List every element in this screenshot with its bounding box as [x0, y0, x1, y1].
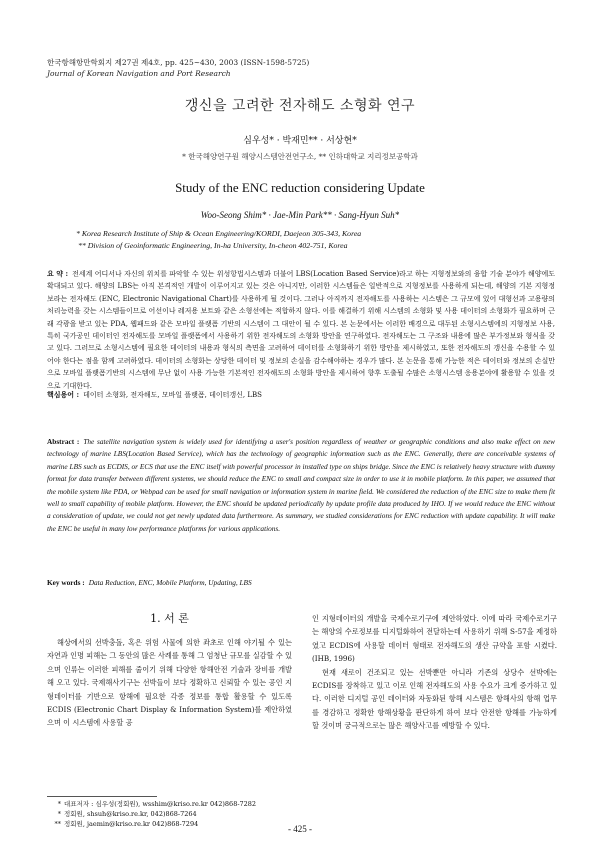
authors-korean: 심우성* · 박재민** · 서상현* [243, 136, 357, 146]
abstract-korean-label: 요 약 : [47, 269, 69, 278]
body-paragraph: 인 지형데이터의 개발을 국제수로기구에 제안하였다. 이에 따라 국제수로기구는 해양의 수로정보를 디지털화하여 전달하는데 사용하기 위해 S-57을 제정하였고 ECDIS에 사용할 데이터 형태로 전자해도의 생산 규약을 포함 시켰다.(IHB, 1996) [312, 614, 557, 664]
footnote-author: 정회원, [64, 820, 85, 829]
footnote-mark: * [57, 800, 61, 808]
footnote-mark: * [57, 810, 61, 819]
affiliation-english-1: * Korea Research Institute of Ship & Ocean Engineering/KORDI, Daejeon 305-343, Korea [76, 229, 362, 238]
footnote-phone: 042)868-7282 [209, 800, 257, 808]
footnote-email: jaemin@kriso.re.kr [86, 820, 151, 829]
journal-name: Journal of Korean Navigation and Port Research [47, 69, 231, 78]
footnote-email: wsshim@kriso.re.kr [142, 800, 208, 808]
paper-title-korean: 갱신을 고려한 전자해도 소형화 연구 [184, 98, 416, 114]
keywords-korean-text: 데이터 소형화, 전자해도, 모바일 플랫폼, 데이터갱신, LBS [83, 391, 262, 399]
keywords-english-label: Key words : [47, 578, 85, 587]
footnote-author: 대표저자 : 심우성(정회원), [64, 800, 141, 808]
keywords-english-text: Data Reduction, ENC, Mobile Platform, Updating, LBS [88, 578, 252, 587]
footnote-phone: 042)868-7264 [150, 810, 197, 819]
abstract-korean [47, 268, 555, 392]
footnote [47, 809, 256, 819]
paper-title-english: Study of the ENC reduction considering Update [175, 180, 425, 195]
affiliation-korean: * 한국해양연구원 해양시스템안전연구소, ** 인하대학교 지리정보공학과 [182, 152, 418, 161]
authors-english: Woo-Seong Shim* · Jae-Min Park** · Sang-Hyun Suh* [200, 210, 400, 220]
keywords-english [47, 578, 252, 587]
keywords-korean-label: 핵심용어 : [47, 390, 80, 399]
footnote-divider [47, 796, 157, 797]
page-number: - 425 - [288, 824, 312, 834]
abstract-korean-text: 전세계 어디서나 자신의 위치를 파악할 수 있는 위성항법시스템과 더불어 LBS(Location Based Service)라고 하는 지형정보와의 융합 기술 분야가 해양에도 확대되고 있다. 해양의 LBS는 아직 본격적인 개발이 이루어지고 있는 것은 아니지만, 이러한 시스템들은 일반적으로 지형정보를 사용하게 되는데, 해양의 기본 지형정보라는 전자해도 (ENC, Electronic Navigational Chart)를 사용하게 될 것이다. 그러나 아직까지 전자해도를 사용하는 시스템은 그 규모에 있어 대형선과 고용량의 처리능력을 갖는 시스템들이므로 어선이나 레저용 보트와 같은 소형선에는 적합하지 않다. 이를 해결하기 위해 시스템의 소형화 및 사용 데이터의 소형화가 필요하며 근래 각광을 받고 있는 PDA, 웹패드와 같은 모바일 플랫폼 기반의 시스템이 그 대안이 될 수 있다. 본 논문에서는 이러한 배경으로 대두된 소형시스템에의 지형정보 사용, 특히 국가공인 데이터인 전자해도를 모바일 플랫폼에서 사용하기 위한 전자해도의 소형화 방안을 연구하였다. 전자해도는 그 구조와 내용에 많은 부가정보와 형식을 갖고 있다. 그러므로 소형시스템에 필요한 데이터의 내용과 형식의 측면을 고려하여 데이터를 소형화하기 위한 방안을 제시하였고, 또한 전자해도의 갱신을 수용할 수 있어야 한다는 점을 함께 고려하였다. 데이터의 소형화는 상당한 데이터 및 정보의 손실을 감수해야하는 경우가 많다. 본 논문을 통해 가능한 적은 데이터와 정보의 손실만으로 모바일 플랫폼기반의 시스템에 무난 없이 사용 가능한 기본적인 전자해도의 소형화 방안을 제시하여 향후 도출될 수많은 소형시스템 응용분야에 활용할 수 있을 것으로 기대한다. [47, 270, 555, 390]
footnote-phone: 042)868-7294 [152, 820, 199, 829]
abstract-english-text: The satellite navigation system is widely used for identifying a user's position regardless of weather or geographic conditions and also make effect on new technology of marine LBS(Location Based Service), which has the technology of geographic information such as the ENC. Generally, there are conceivable systems of marine LBS such as ECDIS, or ECS that use the ENC itself with powerful processor in installed type on ships bridge. Since the ENC is relatively heavy structure with dummy format for data transfer between different systems, we should reduce the ENC to small and compact size in order to use it in mobile platform. In this paper, we assumed that the mobile system like PDA, or Webpad can be used for small navigation or information system in marine field. We considered the reduction of the ENC size to make them fit well to small capability of mobile platform. However, the ENC should be updated periodically by update profile data produced by IHO. If we would reduce the ENC without a consideration of update, we could not get newly updated data furthermore. As summary, we studied considerations for ENC reduction with update capability. It will make the ENC be useful in many low performance platforms for various applications. [47, 437, 555, 533]
affiliation-english-2: ** Division of Geoinformatic Engineering, In-ha University, In-cheon 402-751, Korea [78, 241, 348, 250]
body-column-left [47, 636, 292, 730]
section-heading-introduction: 1. 서 론 [150, 612, 189, 625]
footnote-mark: ** [54, 820, 61, 829]
abstract-english-label: Abstract : [47, 437, 80, 446]
footnote-author: 정회원, [64, 810, 85, 819]
affiliations-english [76, 228, 361, 252]
body-paragraph: 현재 새로이 건조되고 있는 선박뿐만 아니라 기존의 상당수 선박에는 ECDIS를 장착하고 있고 이로 인해 전자해도의 사용 수요가 크게 증가하고 있다. 이러한 디지털 공인 데이터와 자동화된 항해 시스템은 항해사의 항해 업무를 경감하고 정확한 항해상황을 판단하게 하여 보다 안전한 항해를 가능하게 할 것이며 궁극적으로는 많은 해양사고를 예방할 수 있다. [312, 667, 557, 731]
footnote-email: shsuh@kriso.re.kr, [86, 810, 149, 819]
journal-header [47, 57, 309, 79]
body-column-right [312, 612, 557, 733]
keywords-korean [47, 390, 262, 400]
body-paragraph: 해상에서의 선박충돌, 혹은 위험 사물에 의한 좌초로 인해 야기될 수 있는 자연과 인명 피해는 그 동안의 많은 사례를 통해 그 엄청난 규모를 실감할 수 있으며 인류는 이러한 피해를 줄이기 위해 다양한 항해안전 기술과 장비를 개발해 오고 있다. 국제해사기구는 선박들이 보다 정확하고 신뢰할 수 있는 공인 지형데이터를 기반으로 항해에 필요한 각종 정보를 통합 활용할 수 있도록 ECDIS (Electronic Chart Display & Information System)를 제안하였으며 이 시스템에 사용할 공 [47, 638, 292, 728]
footnote [47, 799, 256, 809]
abstract-english [47, 436, 555, 535]
journal-citation: 한국항해항만학회지 제27권 제4호, pp. 425~430, 2003 (ISSN-1598-5725) [47, 58, 310, 67]
